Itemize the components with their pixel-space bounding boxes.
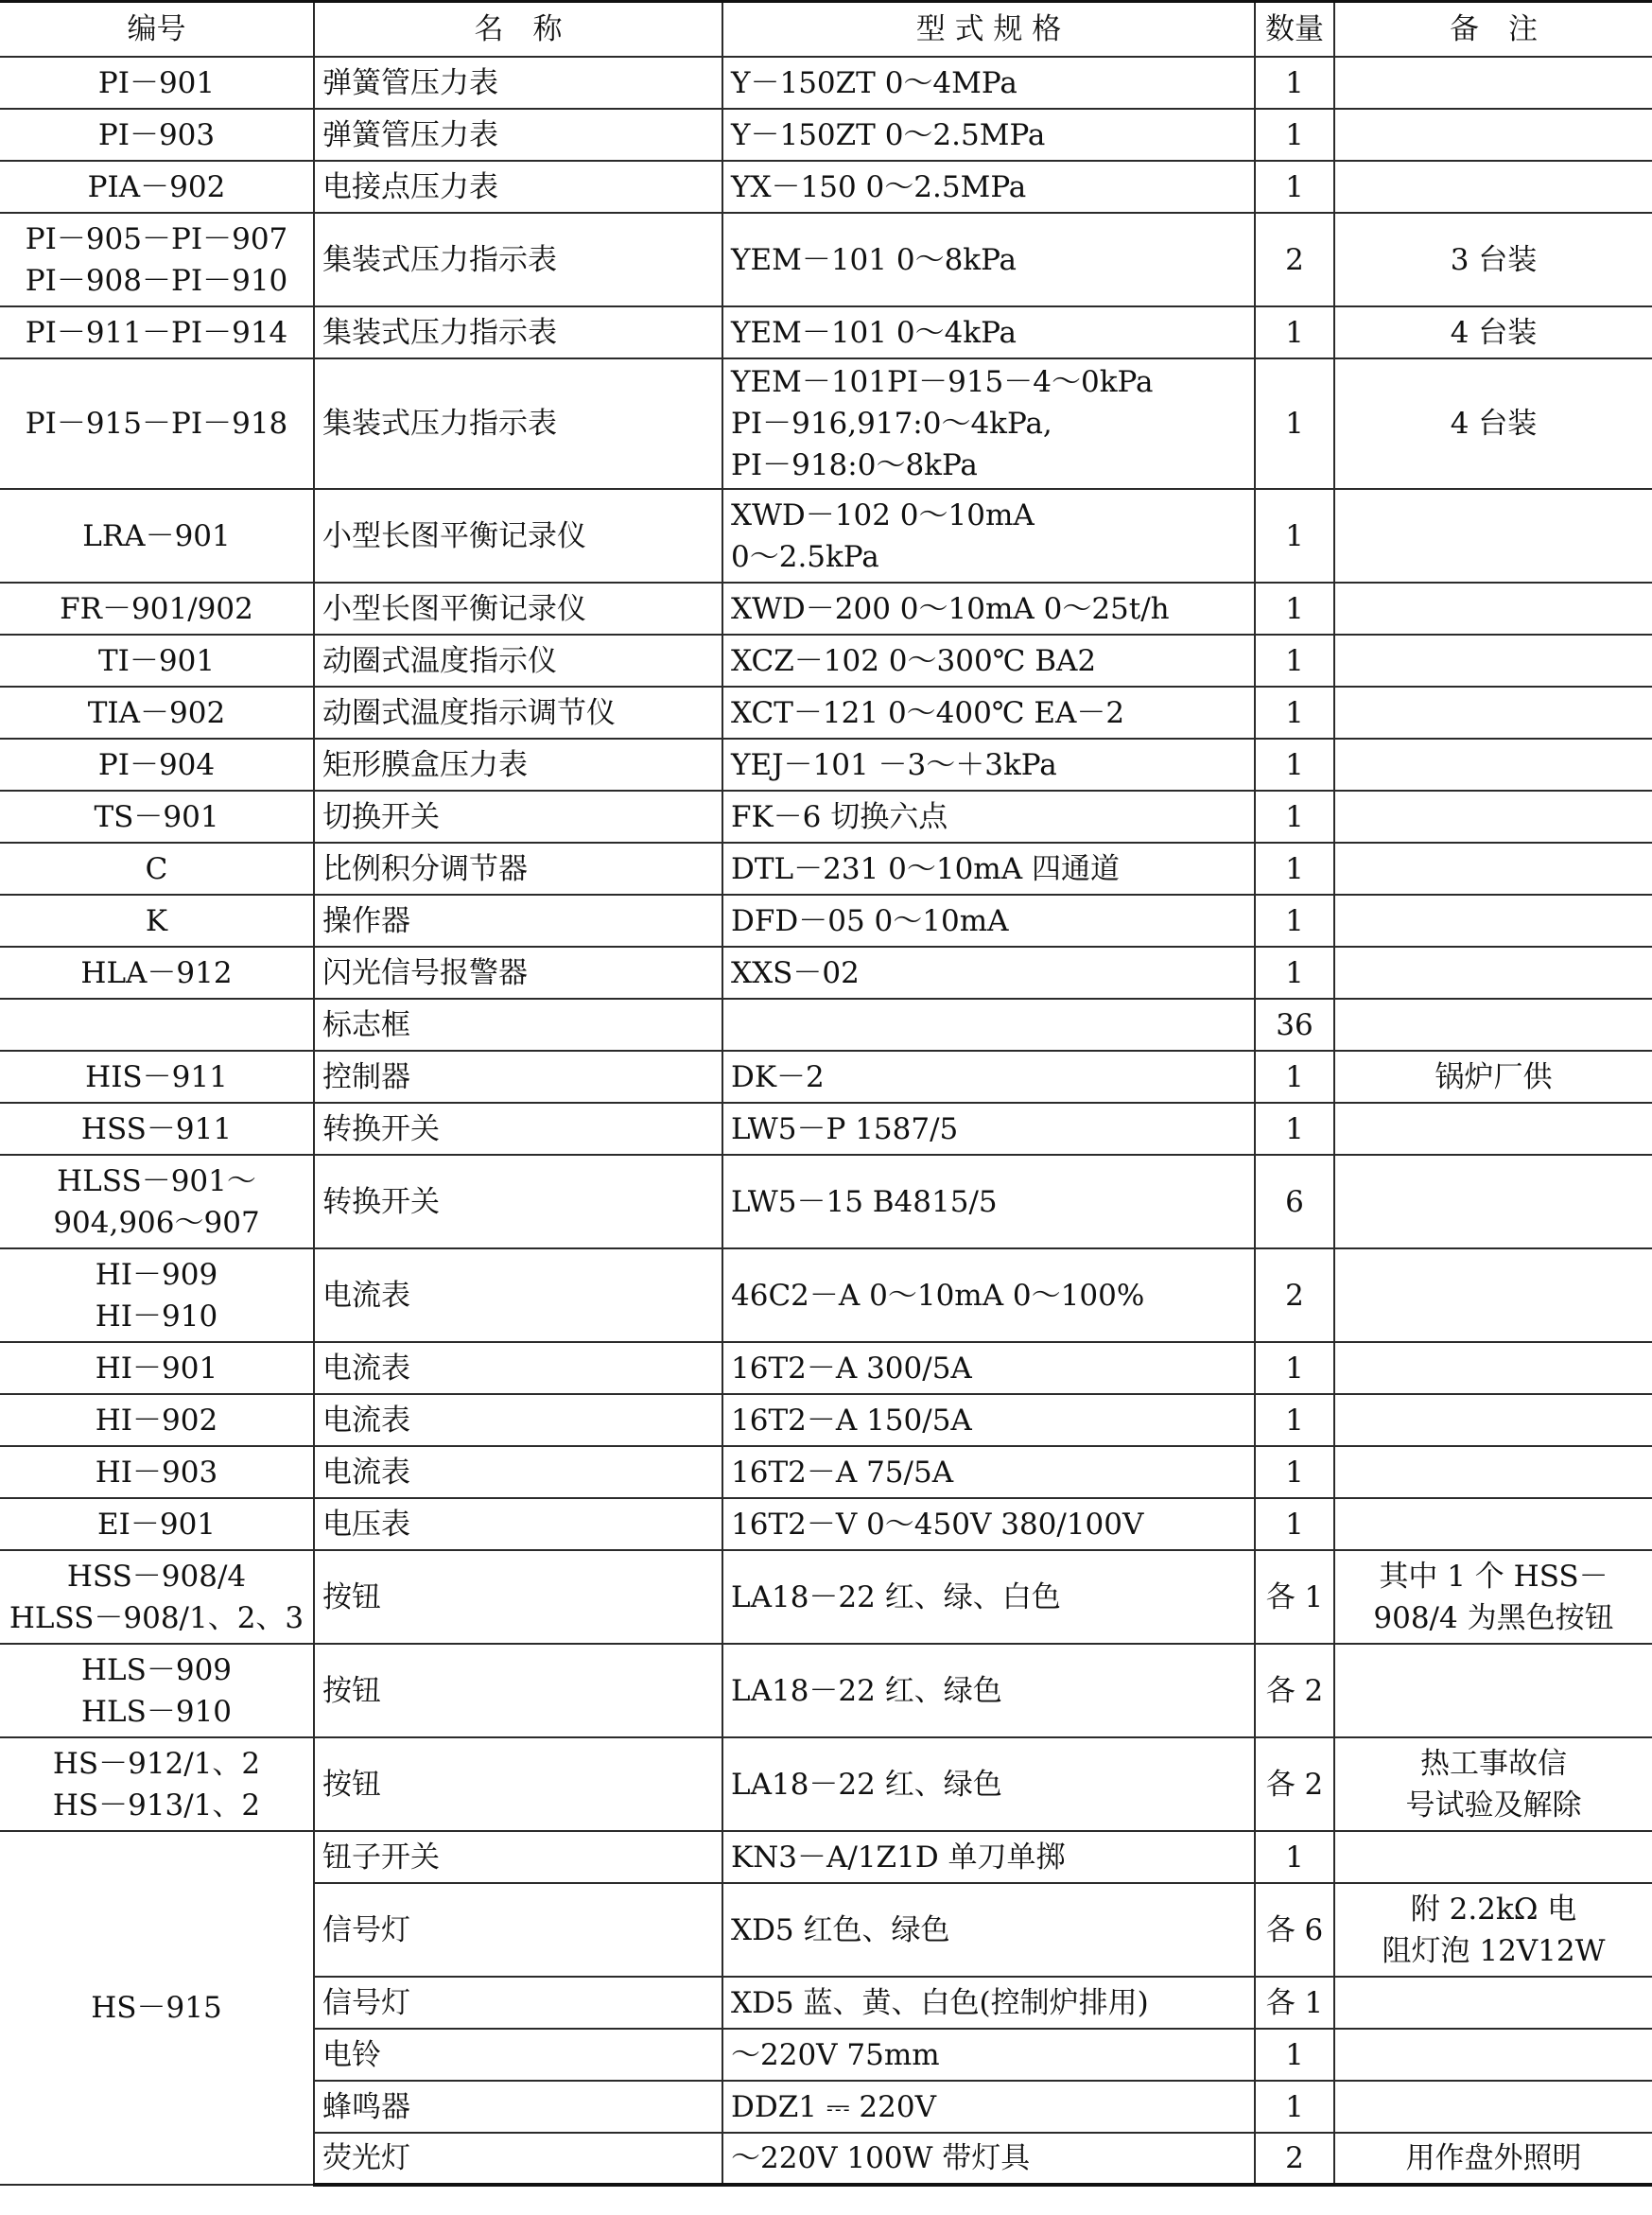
cell-spec: 46C2－A 0～10mA 0～100% (722, 1248, 1255, 1342)
table-row (0, 213, 1652, 306)
cell-qty: 各 1 (1255, 1550, 1334, 1644)
cell-spec: DTL－231 0～10mA 四通道 (722, 843, 1255, 895)
cell-qty: 1 (1255, 2029, 1334, 2081)
cell-note: 4 台装 (1334, 306, 1652, 358)
table-row (0, 999, 1652, 1051)
cell-spec: YEM－101 0～8kPa (722, 213, 1255, 306)
cell-spec: XD5 蓝、黄、白色(控制炉排用) (722, 1977, 1255, 2029)
header-spec: 型 式 规 格 (722, 2, 1255, 58)
cell-spec: 16T2－A 150/5A (722, 1394, 1255, 1446)
cell-name: 钮子开关 (314, 1831, 722, 1883)
cell-spec: 16T2－A 75/5A (722, 1446, 1255, 1498)
cell-spec: Y－150ZT 0～4MPa (722, 57, 1255, 109)
cell-name: 矩形膜盒压力表 (314, 739, 722, 791)
cell-spec: LW5－15 B4815/5 (722, 1155, 1255, 1248)
cell-note (1334, 109, 1652, 161)
cell-name: 动圈式温度指示调节仪 (314, 687, 722, 739)
cell-spec: XCZ－102 0～300℃ BA2 (722, 635, 1255, 687)
cell-name: 按钮 (314, 1550, 722, 1644)
cell-name: 集装式压力指示表 (314, 306, 722, 358)
cell-code: HIS－911 (0, 1051, 314, 1103)
cell-name: 切换开关 (314, 791, 722, 843)
cell-code: TS－901 (0, 791, 314, 843)
cell-code: PI－915－PI－918 (0, 358, 314, 489)
cell-qty: 1 (1255, 489, 1334, 583)
cell-qty: 2 (1255, 2133, 1334, 2185)
table-row (0, 1103, 1652, 1155)
table-row (0, 843, 1652, 895)
cell-name: 小型长图平衡记录仪 (314, 583, 722, 635)
cell-note (1334, 1446, 1652, 1498)
cell-qty: 1 (1255, 2081, 1334, 2133)
table-row (0, 161, 1652, 213)
cell-note (1334, 1498, 1652, 1550)
cell-qty: 1 (1255, 687, 1334, 739)
cell-name: 弹簧管压力表 (314, 57, 722, 109)
cell-spec: Y－150ZT 0～2.5MPa (722, 109, 1255, 161)
cell-spec: ～220V 75mm (722, 2029, 1255, 2081)
cell-spec (722, 999, 1255, 1051)
cell-note (1334, 739, 1652, 791)
cell-note (1334, 161, 1652, 213)
cell-code: FR－901/902 (0, 583, 314, 635)
cell-name: 按钮 (314, 1644, 722, 1737)
cell-code: K (0, 895, 314, 947)
cell-code: HLSS－901～ 904,906～907 (0, 1155, 314, 1248)
cell-spec: KN3－A/1Z1D 单刀单掷 (722, 1831, 1255, 1883)
cell-code: HLA－912 (0, 947, 314, 999)
cell-spec: LA18－22 红、绿色 (722, 1644, 1255, 1737)
cell-qty: 1 (1255, 635, 1334, 687)
cell-name: 控制器 (314, 1051, 722, 1103)
cell-name: 转换开关 (314, 1155, 722, 1248)
cell-qty: 1 (1255, 583, 1334, 635)
cell-code (0, 999, 314, 1051)
cell-spec: XWD－200 0～10mA 0～25t/h (722, 583, 1255, 635)
cell-name: 信号灯 (314, 1883, 722, 1977)
cell-qty: 各 2 (1255, 1644, 1334, 1737)
cell-code: PI－911－PI－914 (0, 306, 314, 358)
cell-note: 用作盘外照明 (1334, 2133, 1652, 2185)
cell-name: 电铃 (314, 2029, 722, 2081)
cell-code: PIA－902 (0, 161, 314, 213)
cell-qty: 1 (1255, 57, 1334, 109)
cell-qty: 2 (1255, 1248, 1334, 1342)
cell-name: 电接点压力表 (314, 161, 722, 213)
cell-spec: YX－150 0～2.5MPa (722, 161, 1255, 213)
table-row (0, 1498, 1652, 1550)
cell-note (1334, 635, 1652, 687)
cell-name: 弹簧管压力表 (314, 109, 722, 161)
cell-qty: 1 (1255, 109, 1334, 161)
cell-note (1334, 1103, 1652, 1155)
cell-qty: 1 (1255, 1446, 1334, 1498)
cell-note (1334, 1644, 1652, 1737)
cell-name: 荧光灯 (314, 2133, 722, 2185)
table-header-row (0, 2, 1652, 58)
cell-qty: 1 (1255, 843, 1334, 895)
cell-code: HI－909 HI－910 (0, 1248, 314, 1342)
cell-code: HI－901 (0, 1342, 314, 1394)
cell-code: PI－905－PI－907 PI－908－PI－910 (0, 213, 314, 306)
cell-note (1334, 57, 1652, 109)
table-row (0, 583, 1652, 635)
table-body (0, 57, 1652, 2185)
cell-note (1334, 489, 1652, 583)
cell-qty: 各 6 (1255, 1883, 1334, 1977)
cell-name: 操作器 (314, 895, 722, 947)
cell-note (1334, 2029, 1652, 2081)
cell-qty: 1 (1255, 1342, 1334, 1394)
cell-note (1334, 1155, 1652, 1248)
cell-code: HI－902 (0, 1394, 314, 1446)
cell-name: 小型长图平衡记录仪 (314, 489, 722, 583)
cell-name: 电流表 (314, 1446, 722, 1498)
table-row (0, 1394, 1652, 1446)
cell-note (1334, 843, 1652, 895)
table-row (0, 947, 1652, 999)
cell-name: 电流表 (314, 1248, 722, 1342)
cell-note (1334, 1342, 1652, 1394)
table-row (0, 1737, 1652, 1831)
cell-spec: DK－2 (722, 1051, 1255, 1103)
header-qty: 数量 (1255, 2, 1334, 58)
table-row (0, 635, 1652, 687)
cell-qty: 1 (1255, 739, 1334, 791)
table-row (0, 358, 1652, 489)
table-row (0, 895, 1652, 947)
cell-qty: 1 (1255, 947, 1334, 999)
cell-spec: XXS－02 (722, 947, 1255, 999)
cell-spec: LW5－P 1587/5 (722, 1103, 1255, 1155)
cell-spec: LA18－22 红、绿色 (722, 1737, 1255, 1831)
cell-code: LRA－901 (0, 489, 314, 583)
cell-code: HS－912/1、2 HS－913/1、2 (0, 1737, 314, 1831)
cell-note (1334, 1394, 1652, 1446)
cell-name: 按钮 (314, 1737, 722, 1831)
cell-qty: 1 (1255, 895, 1334, 947)
cell-qty: 1 (1255, 1394, 1334, 1446)
cell-note (1334, 2081, 1652, 2133)
cell-qty: 1 (1255, 306, 1334, 358)
table-row (0, 1155, 1652, 1248)
cell-qty: 1 (1255, 1051, 1334, 1103)
cell-note: 4 台装 (1334, 358, 1652, 489)
cell-code: TI－901 (0, 635, 314, 687)
cell-name: 比例积分调节器 (314, 843, 722, 895)
cell-spec: XWD－102 0～10mA 0～2.5kPa (722, 489, 1255, 583)
cell-code: PI－904 (0, 739, 314, 791)
cell-code: TIA－902 (0, 687, 314, 739)
cell-code: HSS－911 (0, 1103, 314, 1155)
cell-note (1334, 1831, 1652, 1883)
cell-qty: 1 (1255, 1831, 1334, 1883)
table-row (0, 1831, 1652, 1883)
cell-note (1334, 947, 1652, 999)
cell-note (1334, 1248, 1652, 1342)
cell-name: 电流表 (314, 1342, 722, 1394)
cell-spec: DFD－05 0～10mA (722, 895, 1255, 947)
cell-spec: LA18－22 红、绿、白色 (722, 1550, 1255, 1644)
cell-spec: XCT－121 0～400℃ EA－2 (722, 687, 1255, 739)
cell-code: C (0, 843, 314, 895)
table-row (0, 306, 1652, 358)
cell-spec: XD5 红色、绿色 (722, 1883, 1255, 1977)
table-row (0, 739, 1652, 791)
cell-note: 锅炉厂供 (1334, 1051, 1652, 1103)
header-code: 编号 (0, 2, 314, 58)
header-name: 名 称 (314, 2, 722, 58)
cell-spec: YEM－101PI－915－4～0kPa PI－916,917:0～4kPa, PI－918:0～8kPa (722, 358, 1255, 489)
cell-qty: 1 (1255, 161, 1334, 213)
header-note: 备 注 (1334, 2, 1652, 58)
cell-qty: 1 (1255, 1103, 1334, 1155)
cell-code: HI－903 (0, 1446, 314, 1498)
cell-spec: YEM－101 0～4kPa (722, 306, 1255, 358)
cell-name: 动圈式温度指示仪 (314, 635, 722, 687)
table-row (0, 1342, 1652, 1394)
cell-note: 附 2.2kΩ 电 阻灯泡 12V12W (1334, 1883, 1652, 1977)
cell-note: 3 台装 (1334, 213, 1652, 306)
cell-name: 转换开关 (314, 1103, 722, 1155)
cell-qty: 2 (1255, 213, 1334, 306)
cell-qty: 各 2 (1255, 1737, 1334, 1831)
cell-note: 其中 1 个 HSS－ 908/4 为黑色按钮 (1334, 1550, 1652, 1644)
table-row (0, 489, 1652, 583)
cell-spec: 16T2－A 300/5A (722, 1342, 1255, 1394)
cell-code-group: HS－915 (0, 1831, 314, 2185)
cell-qty: 1 (1255, 358, 1334, 489)
table-row (0, 1644, 1652, 1737)
cell-code: HSS－908/4 HLSS－908/1、2、3 (0, 1550, 314, 1644)
cell-code: PI－901 (0, 57, 314, 109)
cell-name: 集装式压力指示表 (314, 358, 722, 489)
cell-qty: 36 (1255, 999, 1334, 1051)
cell-qty: 各 1 (1255, 1977, 1334, 2029)
cell-qty: 1 (1255, 791, 1334, 843)
cell-spec: FK－6 切换六点 (722, 791, 1255, 843)
cell-name: 信号灯 (314, 1977, 722, 2029)
cell-code: HLS－909 HLS－910 (0, 1644, 314, 1737)
cell-spec: YEJ－101 －3～＋3kPa (722, 739, 1255, 791)
table-row (0, 1550, 1652, 1644)
cell-name: 电压表 (314, 1498, 722, 1550)
cell-name: 标志框 (314, 999, 722, 1051)
table-row (0, 687, 1652, 739)
cell-name: 蜂鸣器 (314, 2081, 722, 2133)
table-row (0, 1248, 1652, 1342)
table-row (0, 57, 1652, 109)
cell-qty: 1 (1255, 1498, 1334, 1550)
cell-note (1334, 791, 1652, 843)
table-row (0, 1051, 1652, 1103)
cell-code: EI－901 (0, 1498, 314, 1550)
table-row (0, 791, 1652, 843)
cell-note (1334, 895, 1652, 947)
table-row (0, 1446, 1652, 1498)
cell-spec: ～220V 100W 带灯具 (722, 2133, 1255, 2185)
cell-code: PI－903 (0, 109, 314, 161)
cell-note (1334, 1977, 1652, 2029)
cell-name: 集装式压力指示表 (314, 213, 722, 306)
cell-name: 闪光信号报警器 (314, 947, 722, 999)
cell-qty: 6 (1255, 1155, 1334, 1248)
cell-spec: 16T2－V 0～450V 380/100V (722, 1498, 1255, 1550)
cell-note (1334, 687, 1652, 739)
cell-note: 热工事故信 号试验及解除 (1334, 1737, 1652, 1831)
cell-note (1334, 583, 1652, 635)
cell-name: 电流表 (314, 1394, 722, 1446)
cell-spec: DDZ1 ⎓ 220V (722, 2081, 1255, 2133)
cell-note (1334, 999, 1652, 1051)
table-row (0, 109, 1652, 161)
